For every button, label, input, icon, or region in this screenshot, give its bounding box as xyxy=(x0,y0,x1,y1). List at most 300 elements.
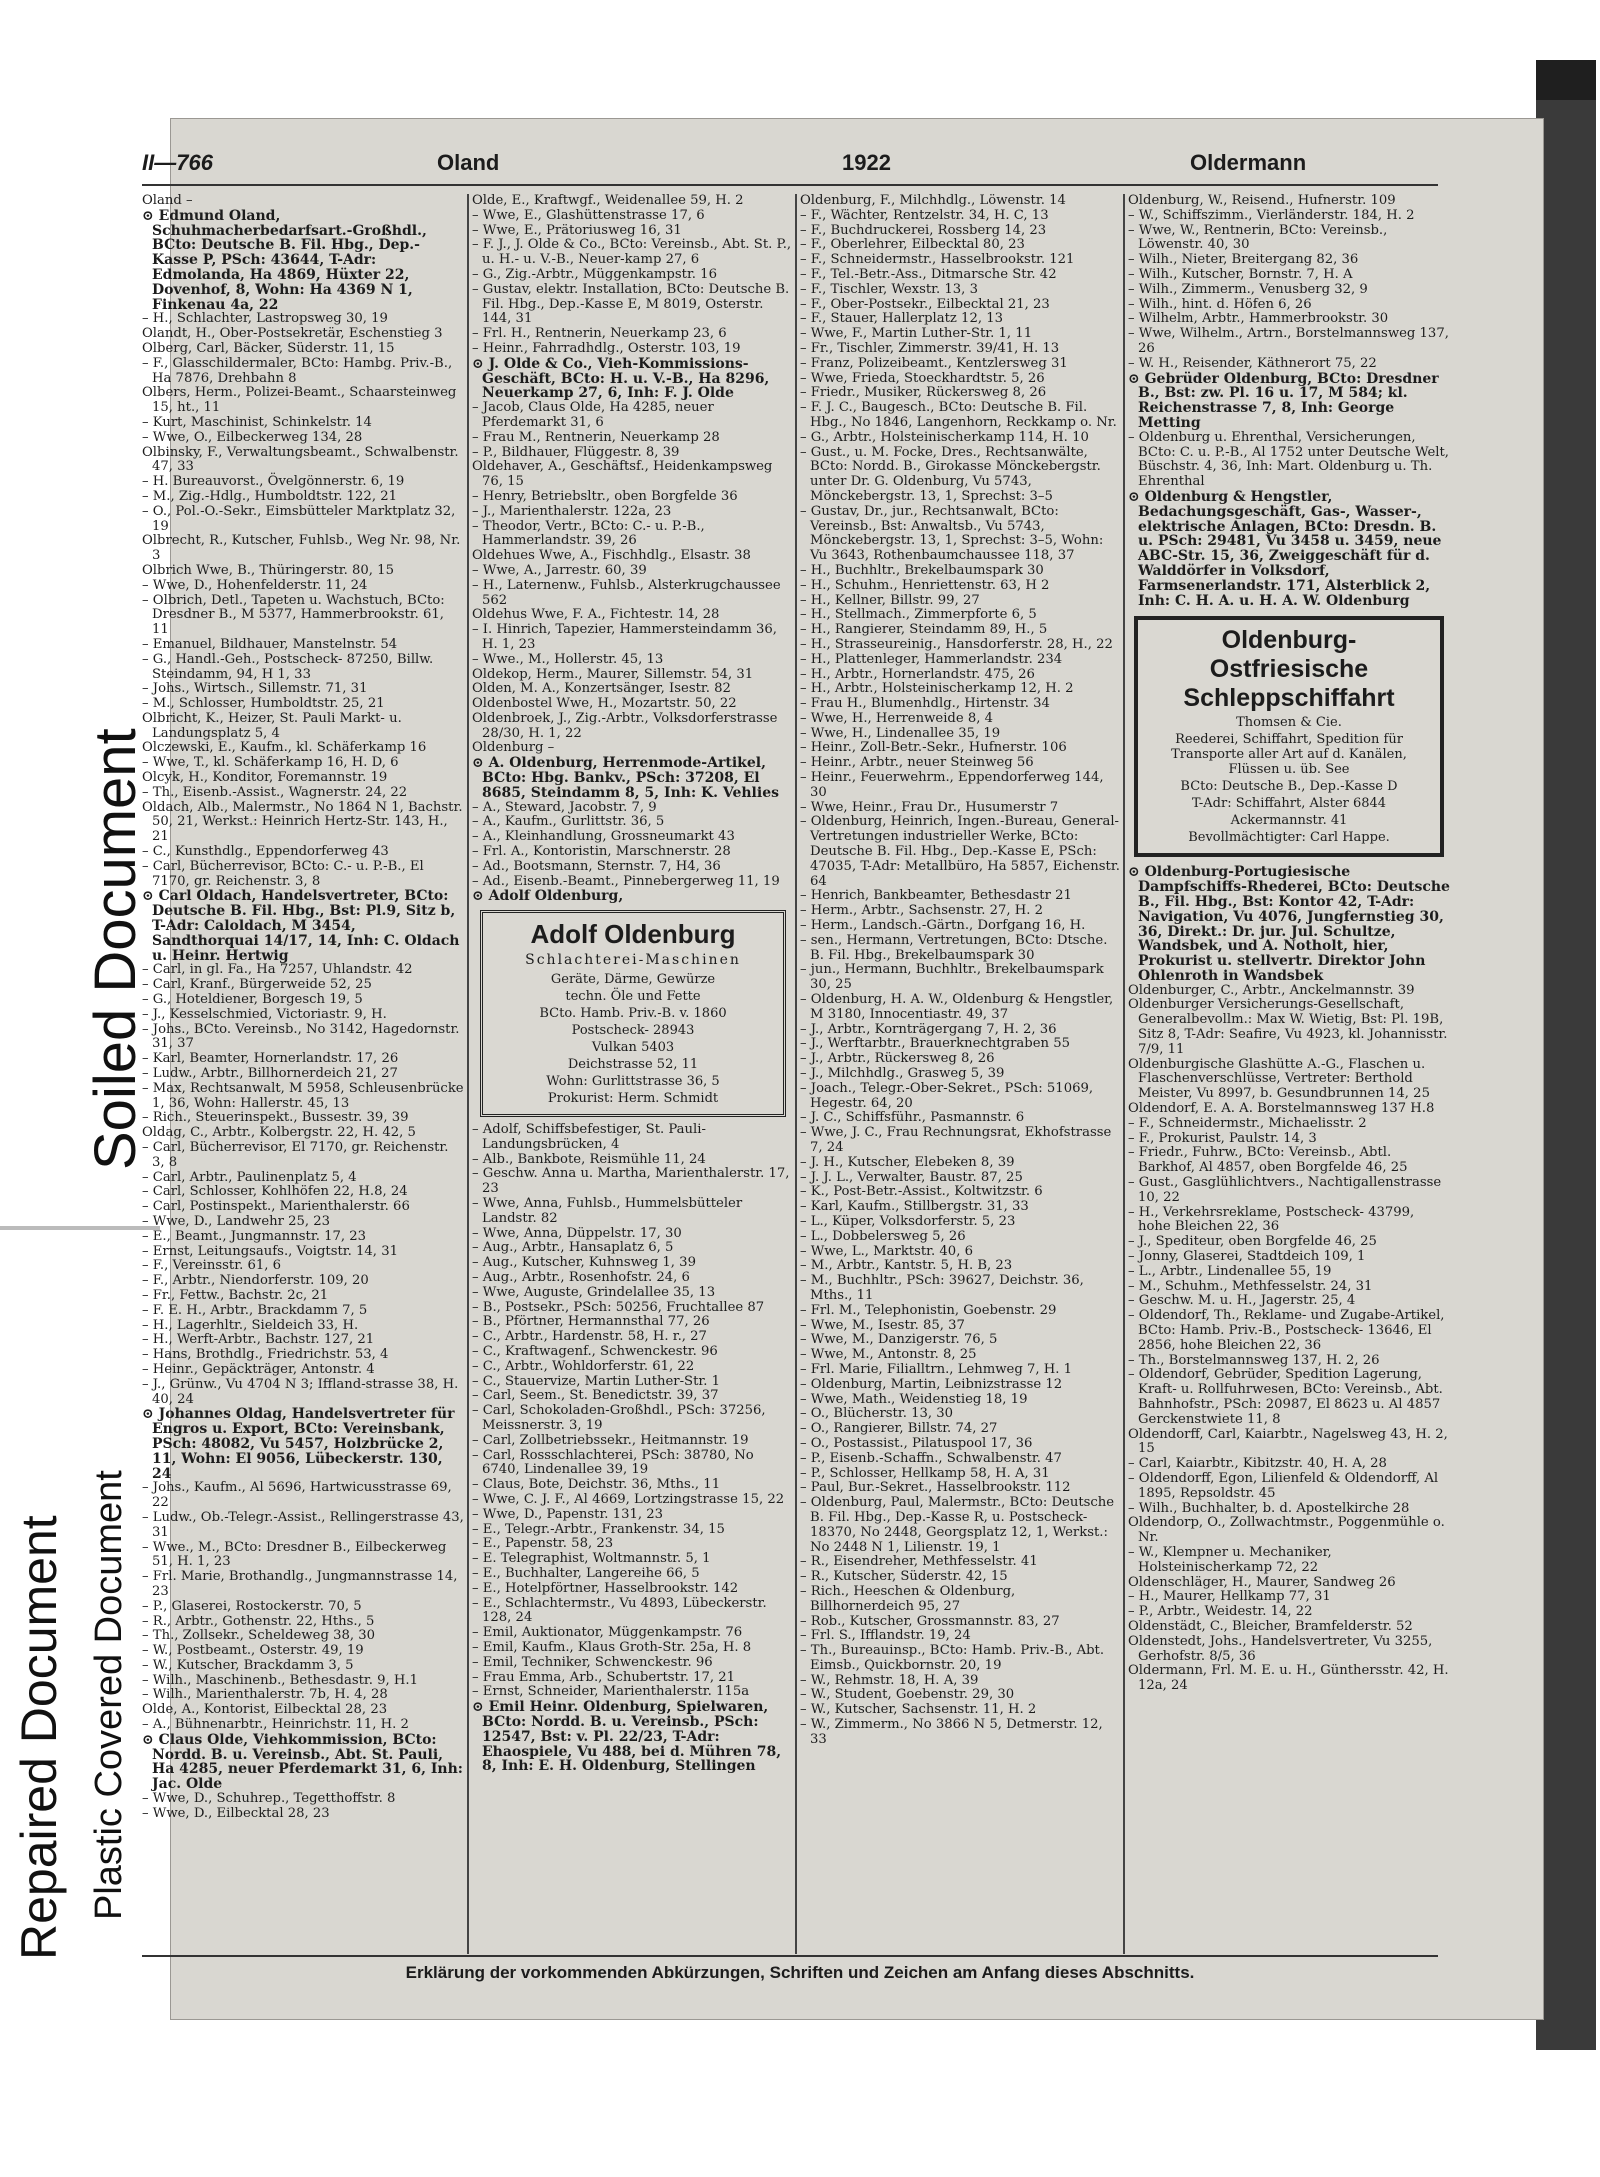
directory-entry: Oldehaver, A., Geschäftsf., Heidenkampsweg 76, 15 xyxy=(472,459,773,490)
directory-entry: – W., Kutscher, Sachsenstr. 11, H. 2 xyxy=(800,1702,1037,1718)
directory-entry: Oldenburger Versicherungs-Gesellschaft, Generalbevollm.: Max W. Wietig, Bst: Pl. 19B, Sitz 8, T-Adr: Seafire, Vu 4923, kl. Johannisstr. 7/9, 11 xyxy=(1128,997,1448,1057)
directory-entry: – J., Arbtr., Kornträgergang 7, H. 2, 36 xyxy=(800,1021,1057,1037)
directory-entry: – C., Kunsthdlg., Eppendorferweg 43 xyxy=(142,844,389,860)
directory-entry: – Claus, Bote, Deichstr. 36, Mths., 11 xyxy=(472,1477,721,1493)
directory-entry: – H., Strasseureinig., Hansdorferstr. 28, H., 22 xyxy=(800,636,1113,652)
ad-lines xyxy=(1144,715,1434,845)
directory-entry: – G., Hoteldiener, Borgesch 19, 5 xyxy=(142,992,363,1008)
directory-entry: – Carl, in gl. Fa., Ha 7257, Uhlandstr. 42 xyxy=(142,962,413,978)
directory-entry: – Wwe, E., Prätoriusweg 16, 31 xyxy=(472,222,682,238)
directory-entry: – Carl, Bücherrevisor, BCto: C.- u. P.-B., El 7170, gr. Reichenstr. 3, 8 xyxy=(142,858,424,889)
directory-entry: – F., Schneidermstr., Michaelisstr. 2 xyxy=(1128,1115,1367,1131)
directory-entry: – F. E. H., Arbtr., Brackdamm 7, 5 xyxy=(142,1302,368,1318)
directory-entry: Olde, E., Kraftwgf., Weidenallee 59, H. 2 xyxy=(472,193,744,208)
directory-entry: – F., Tischler, Wexstr. 13, 3 xyxy=(800,281,978,297)
directory-entry: – Wwe, E., Glashüttenstrasse 17, 6 xyxy=(472,207,705,223)
directory-entry: – E., Buchhalter, Langereihe 66, 5 xyxy=(472,1565,700,1581)
schleppschiffahrt-advertisement xyxy=(1134,616,1444,857)
directory-entry: – Wwe, M., Isestr. 85, 37 xyxy=(800,1317,965,1333)
directory-entry: – K., Post-Betr.-Assist., Koltwitzstr. 6 xyxy=(800,1184,1043,1200)
directory-entry: – sen., Hermann, Vertretungen, BCto: Dtsche. B. Fil. Hbg., Brekelbaumspark 30 xyxy=(800,932,1108,963)
ad-line: Geräte, Därme, Gewürze xyxy=(550,972,716,988)
column-2 xyxy=(472,194,794,1774)
directory-entry: – Oldenburg, H. A. W., Oldenburg & Hengstler, M 3180, Innocentiastr. 49, 37 xyxy=(800,992,1114,1022)
directory-entry: ⊙ Oldenburg & Hengstler, Bedachungsgeschäft, Gas-, Wasser-, elektrische Anlagen, BCto: Dresdn. B. u. PSch: 29481, Vu 3458 u. 3459, neue ABC-Str. 15, 36, Zweiggeschäft für d. Walddörfer in Volksdorf, Farmsenerlandstr. 171, Alsterblick 2, Inh: C. H. A. u. H. A. W. Oldenburg xyxy=(1128,488,1442,609)
directory-entry: Olandt, H., Ober-Postsekretär, Eschenstieg 3 xyxy=(142,326,443,342)
directory-entry: – A., Bühnenarbtr., Heinrichstr. 11, H. 2 xyxy=(142,1717,409,1733)
directory-entry: – Frl. Marie, Brothandlg., Jungmannstrasse 14, 23 xyxy=(142,1569,458,1599)
directory-entry: – Wilh., Zimmerm., Venusberg 32, 9 xyxy=(1128,281,1368,297)
directory-entry: – H., Verkehrsreklame, Postscheck- 43799, hohe Bleichen 22, 36 xyxy=(1128,1204,1415,1235)
directory-entry: – Herm., Arbtr., Sachsenstr. 27, H. 2 xyxy=(800,903,1044,919)
directory-entry: Olczewski, E., Kaufm., kl. Schäferkamp 16 xyxy=(142,740,427,756)
directory-entry: – A., Kaufm., Gurlittstr. 36, 5 xyxy=(472,814,665,830)
directory-entry: ⊙ Gebrüder Oldenburg, BCto: Dresdner B., Bst: zw. Pl. 16 u. 17, M 584; kl. Reichenstrasse 7, 8, Inh: George Metting xyxy=(1128,370,1439,431)
ad-line: BCto: Deutsche B., Dep.-Kasse D xyxy=(1180,779,1398,795)
ad-line: Thomsen & Cie. xyxy=(1236,715,1342,731)
directory-entry: ⊙ Oldenburg-Portugiesische Dampfschiffs-Rhederei, BCto: Deutsche B., Fil. Hbg., Bst: Kontor 42, T-Adr: Navigation, Vu 4076, Jungfernstieg 30, 36, Direkt.: Dr. jur. Jul. Schultze, Wandsbek, und A. Notholt, hier, Prokurist u. stellvertr. Direktor John Ohlenroth in Wandsbek xyxy=(1128,864,1450,984)
directory-entry: Oldenburg, W., Reisend., Hufnerstr. 109 xyxy=(1128,193,1396,208)
column-4-entries-after xyxy=(1128,865,1450,1694)
directory-entry: – F., Arbtr., Niendorferstr. 109, 20 xyxy=(142,1273,369,1289)
directory-entry: – O., Pol.-O.-Sekr., Eimsbütteler Marktplatz 32, 19 xyxy=(142,503,456,534)
directory-entry: – H., Laternenw., Fuhlsb., Alsterkrugchaussee 562 xyxy=(472,577,781,608)
directory-entry: – Rich., Heeschen & Oldenburg, Billhornerdeich 95, 27 xyxy=(800,1583,1016,1614)
directory-entry: – B., Pförtner, Hermannsthal 77, 26 xyxy=(472,1314,710,1330)
directory-entry: – Wwe, H., Herrenweide 8, 4 xyxy=(800,710,994,726)
directory-entry: Oldehues Wwe, A., Fischhdlg., Elsastr. 38 xyxy=(472,548,751,564)
directory-entry: Olberg, Carl, Bäcker, Süderstr. 11, 15 xyxy=(142,340,395,356)
directory-entry: Olbers, Herm., Polizei-Beamt., Schaarsteinweg 15, ht., 11 xyxy=(142,385,457,416)
directory-entry: – Th., Bureauinsp., BCto: Hamb. Priv.-B., Abt. Eimsb., Quickbornstr. 20, 19 xyxy=(800,1643,1105,1673)
side-labels xyxy=(0,0,160,2177)
directory-entry: Olbrecht, R., Kutscher, Fuhlsb., Weg Nr. 98, Nr. 3 xyxy=(142,533,461,564)
directory-entry: – Ad., Eisenb.-Beamt., Pinnebergerweg 11, 19 xyxy=(472,873,780,889)
directory-entry: – M., Schlosser, Humboldtstr. 25, 21 xyxy=(142,696,385,712)
directory-entry: Olde, A., Kontorist, Eilbecktal 28, 23 xyxy=(142,1702,388,1718)
directory-entry: – E., Hotelpförtner, Hasselbrookstr. 142 xyxy=(472,1580,739,1596)
directory-entry: ⊙ J. Olde & Co., Vieh-Kommissions-Geschäft, BCto: H. u. V.-B., Ha 8296, Neuerkamp 27, 6, Inh: F. J. Olde xyxy=(472,355,770,402)
directory-entry: – O., Blücherstr. 13, 30 xyxy=(800,1406,954,1422)
directory-entry: – Paul, Bur.-Sekret., Hasselbrookstr. 112 xyxy=(800,1480,1071,1496)
directory-entry: – F., Prokurist, Paulstr. 14, 3 xyxy=(1128,1130,1317,1146)
directory-entry: – J. H., Kutscher, Elebeken 8, 39 xyxy=(800,1154,1015,1170)
ad-line: Bevollmächtigter: Carl Happe. xyxy=(1188,830,1390,846)
directory-entry: – W., Postbeamt., Osterstr. 49, 19 xyxy=(142,1643,364,1659)
directory-entry: – Oldendorf, Th., Reklame- und Zugabe-Artikel, BCto: Hamb. Priv.-B., Postscheck- 13646, El 2856, hohe Bleichen 22, 36 xyxy=(1128,1308,1445,1353)
directory-entry: – Wwe, Math., Weidenstieg 18, 19 xyxy=(800,1391,1028,1407)
header-first-name: Oland xyxy=(437,150,500,175)
directory-entry: – F. J. C., Baugesch., BCto: Deutsche B. Fil. Hbg., No 1846, Langenhorn, Reckkamp o. Nr. xyxy=(800,400,1117,430)
column-2-entries xyxy=(472,194,794,904)
directory-entry: – Carl, Kaiarbtr., Kibitzstr. 40, H. A, 28 xyxy=(1128,1456,1387,1472)
directory-entry: – J. C., Schiffsführ., Pasmannstr. 6 xyxy=(800,1110,1025,1126)
directory-entry: – Rob., Kutscher, Grossmannstr. 83, 27 xyxy=(800,1613,1060,1629)
directory-entry: – Oldendorf, Gebrüder, Spedition Lagerung, Kraft- u. Rollfuhrwesen, BCto: Vereinsb., Abt. Bahnhofstr., PSch: 20987, El 8623 u. Al 4857 Gerckenstwiete 11, 8 xyxy=(1128,1367,1443,1427)
directory-entry: – Oldenburg, Martin, Leibnizstrasse 12 xyxy=(800,1376,1063,1392)
directory-entry: – Herm., Landsch.-Gärtn., Dorfgang 16, H. xyxy=(800,918,1086,934)
directory-entry: – Wilh., hint. d. Höfen 6, 26 xyxy=(1128,296,1312,312)
directory-entry: – Wwe, D., Schuhrep., Tegetthoffstr. 8 xyxy=(142,1791,396,1807)
column-4-entries xyxy=(1128,194,1450,608)
directory-entry: – Johs., Kaufm., Al 5696, Hartwicusstrasse 69, 22 xyxy=(142,1480,452,1511)
directory-entry: – W., Kutscher, Brackdamm 3, 5 xyxy=(142,1657,354,1673)
directory-entry: – Emil, Techniker, Schwenckestr. 96 xyxy=(472,1654,713,1670)
directory-entry: – Gust., u. M. Focke, Dres., Rechtsanwälte, BCto: Nordd. B., Girokasse Mönckebergstr. unter Dr. G. Oldenburg, Vu 5743, Mönckebergstr. 13, 1, Sprechst: 3–5 xyxy=(800,444,1101,504)
directory-entry: – P., Glaserei, Rostockerstr. 70, 5 xyxy=(142,1598,362,1614)
directory-entry: – Gustav, elektr. Installation, BCto: Deutsche B. Fil. Hbg., Dep.-Kasse E, M 8019, Osterstr. 144, 31 xyxy=(472,281,790,327)
directory-entry: – P., Eisenb.-Schaffn., Schwalbenstr. 47 xyxy=(800,1450,1062,1466)
directory-entry: – H., Lagerhltr., Sieldeich 33, H. xyxy=(142,1317,359,1333)
directory-entry: – Heinr., Fahrradhdlg., Osterstr. 103, 19 xyxy=(472,340,741,356)
directory-entry: – Carl, Schlosser, Kohlhöfen 22, H.8, 24 xyxy=(142,1184,408,1200)
directory-entry: – G., Zig.-Arbtr., Müggenkampstr. 16 xyxy=(472,266,717,282)
directory-entry: Oldenburgische Glashütte A.-G., Flaschen u. Flaschenverschlüsse, Vertreter: Berthold Meister, Vu 8997, b. Gesundbrunnen 14, 25 xyxy=(1128,1056,1430,1102)
directory-entry: – Emanuel, Bildhauer, Manstelnstr. 54 xyxy=(142,636,398,652)
directory-entry: – W., Zimmerm., No 3866 N 5, Detmerstr. 12, 33 xyxy=(800,1717,1103,1747)
directory-entry: Oldenstedt, Johs., Handelsvertreter, Vu 3255, Gerhofstr. 8/5, 36 xyxy=(1128,1633,1433,1664)
soiled-document-label: Soiled Document xyxy=(83,728,148,1170)
directory-entry: – Frl. H., Rentnerin, Neuerkamp 23, 6 xyxy=(472,326,727,342)
directory-entry: – Jacob, Claus Olde, Ha 4285, neuer Pferdemarkt 31, 6 xyxy=(472,400,714,430)
ad-line: Reederei, Schiffahrt, Spedition für Transporte aller Art auf d. Kanälen, Flüssen u. üb. See xyxy=(1171,732,1407,778)
header-rule xyxy=(142,184,1438,186)
directory-entry: – Henry, Betriebsltr., oben Borgfelde 36 xyxy=(472,488,738,504)
directory-entry: – Carl, Zollbetriebssekr., Heitmannstr. 19 xyxy=(472,1432,749,1448)
directory-entry: – Friedr., Musiker, Rückersweg 8, 26 xyxy=(800,385,1047,401)
directory-entry: – Wilh., Maschinenb., Bethesdastr. 9, H.1 xyxy=(142,1672,418,1688)
ad-line: Wohn: Gurlittstrasse 36, 5 xyxy=(546,1074,720,1090)
directory-entry: – H., Stellmach., Zimmerpforte 6, 5 xyxy=(800,607,1037,623)
directory-entry: – Emil, Auktionator, Müggenkampstr. 76 xyxy=(472,1625,743,1641)
directory-entry: ⊙ Carl Oldach, Handelsvertreter, BCto: Deutsche B. Fil. Hbg., Bst: Pl.9, Sitz b, T-Adr: Caloldach, M 3454, Sandthorquai 14/17, 14, Inh: C. Oldach u. Heinr. Hertwig xyxy=(142,888,460,964)
directory-entry: Oldermann, Frl. M. E. u. H., Günthersstr. 42, H. 12a, 24 xyxy=(1128,1663,1449,1694)
directory-entry: – Frl. S., Ifflandstr. 19, 24 xyxy=(800,1628,971,1644)
directory-entry: – Wwe, Heinr., Frau Dr., Husumerstr 7 xyxy=(800,799,1059,815)
directory-entry: – Wilh., Buchhalter, b. d. Apostelkirche 28 xyxy=(1128,1500,1410,1516)
directory-entry: – Carl, Postinspekt., Marienthalerstr. 66 xyxy=(142,1199,410,1215)
directory-entry: – G., Arbtr., Holsteinischerkamp 114, H. 10 xyxy=(800,429,1089,445)
directory-entry: – Carl, Bücherrevisor, El 7170, gr. Reichenstr. 3, 8 xyxy=(142,1140,449,1170)
ad-title: Adolf Oldenburg xyxy=(530,919,736,950)
directory-entry: – Franz, Polizeibeamt., Kentzlersweg 31 xyxy=(800,355,1068,371)
directory-entry: – A., Steward, Jacobstr. 7, 9 xyxy=(472,799,657,815)
column-4 xyxy=(1128,194,1450,1694)
directory-entry: – I. Hinrich, Tapezier, Hammersteindamm 36, H. 1, 23 xyxy=(472,622,778,652)
directory-entry: – B., Postsekr., PSch: 50256, Fruchtallee 87 xyxy=(472,1299,765,1315)
directory-entry: – H., Plattenleger, Hammerlandstr. 234 xyxy=(800,651,1063,667)
directory-entry: – Joach., Telegr.-Ober-Sekret., PSch: 51069, Hegestr. 64, 20 xyxy=(800,1080,1094,1111)
directory-entry: – F., Tel.-Betr.-Ass., Ditmarsche Str. 42 xyxy=(800,266,1057,282)
directory-entry: – E., Telegr.-Arbtr., Frankenstr. 34, 15 xyxy=(472,1521,725,1537)
directory-entry: Oldenstädt, C., Bleicher, Bramfelderstr. 52 xyxy=(1128,1618,1413,1634)
page-header xyxy=(142,150,1442,180)
ad-line: Deichstrasse 52, 11 xyxy=(567,1057,699,1073)
directory-entry: – J., Marienthalerstr. 122a, 23 xyxy=(472,503,672,519)
directory-entry: – Heinr., Arbtr., neuer Steinweg 56 xyxy=(800,755,1034,771)
directory-entry: – C., Arbtr., Hardenstr. 58, H. r., 27 xyxy=(472,1329,707,1345)
directory-entry: – L., Dobbelersweg 5, 26 xyxy=(800,1228,966,1244)
directory-entry: – Wwe., M., Hollerstr. 45, 13 xyxy=(472,651,664,667)
directory-entry: – Heinr., Zoll-Betr.-Sekr., Hufnerstr. 106 xyxy=(800,740,1067,756)
directory-entry: – H., Kellner, Billstr. 99, 27 xyxy=(800,592,980,608)
directory-entry: – Wwe, D., Landwehr 25, 23 xyxy=(142,1213,331,1229)
ad-line: techn. Öle und Fette xyxy=(565,989,701,1005)
ad-line: Prokurist: Herm. Schmidt xyxy=(547,1091,719,1107)
directory-entry: ⊙ Adolf Oldenburg, xyxy=(472,888,624,905)
ad-title: Oldenburg-Ostfriesische Schleppschiffahrt xyxy=(1183,626,1395,713)
directory-entry: – H., Rangierer, Steindamm 89, H., 5 xyxy=(800,622,1048,638)
page-number: II—766 xyxy=(142,150,213,175)
directory-entry: – Wilhelm, Arbtr., Hammerbrookstr. 30 xyxy=(1128,311,1389,327)
directory-entry: – Wwe, D., Hohenfelderstr. 11, 24 xyxy=(142,577,368,593)
directory-entry: – Oldenburg, Heinrich, Ingen.-Bureau, General-Vertretungen industrieller Werke, BCto: Deutsche B. Fil. Hbg., Dep.-Kasse E, PSch: 47035, T-Adr: Metallbüro, Ha 5857, Eichenstr. 64 xyxy=(800,814,1120,889)
directory-entry: – P., Arbtr., Weidestr. 14, 22 xyxy=(1128,1604,1313,1620)
ad-line: T-Adr: Schiffahrt, Alster 6844 xyxy=(1191,796,1387,812)
directory-entry: – J., Grünw., Vu 4704 N 3; Iffland-strasse 38, H. 40, 24 xyxy=(142,1376,459,1407)
directory-entry: – W., Rehmstr. 18, H. A, 39 xyxy=(800,1672,979,1688)
directory-entry: – Wilh., Marienthalerstr. 7b, H. 4, 28 xyxy=(142,1687,388,1703)
directory-entry: – C., Arbtr., Wohldorferstr. 61, 22 xyxy=(472,1358,695,1374)
directory-entry: – H. Bureauvorst., Övelgönnerstr. 6, 19 xyxy=(142,474,405,490)
directory-entry: Oldekop, Herm., Maurer, Sillemstr. 54, 31 xyxy=(472,666,754,682)
directory-entry: – Wwe, W., Rentnerin, BCto: Vereinsb., Löwenstr. 40, 30 xyxy=(1128,222,1388,253)
directory-entry: Oldendorf, E. A. A. Borstelmannsweg 137 H.8 xyxy=(1128,1101,1435,1117)
directory-entry: – Gust., Gasglühlichtvers., Nachtigallenstrasse 10, 22 xyxy=(1128,1175,1442,1205)
directory-entry: – Oldenburg u. Ehrenthal, Versicherungen, BCto: C. u. P.-B., Al 1752 unter Deutsche Welt, Büschstr. 4, 36, Inh: Mart. Oldenburg u. Th. Ehrenthal xyxy=(1128,429,1449,490)
column-2-entries-after xyxy=(472,1123,794,1774)
directory-entry: – Johs., BCto. Vereinsb., No 3142, Hagedornstr. 31, 37 xyxy=(142,1021,460,1052)
directory-entry: – F., Schneidermstr., Hasselbrookstr. 121 xyxy=(800,252,1075,268)
directory-entry: – E. Telegraphist, Woltmannstr. 5, 1 xyxy=(472,1551,711,1567)
directory-entry: – Karl, Beamter, Hornerlandstr. 17, 26 xyxy=(142,1051,399,1067)
directory-entry: – F., Buchdruckerei, Rossberg 14, 23 xyxy=(800,222,1047,238)
directory-entry: Oldehus Wwe, F. A., Fichtestr. 14, 28 xyxy=(472,607,720,623)
directory-entry: – Ad., Bootsmann, Sternstr. 7, H4, 36 xyxy=(472,858,721,874)
directory-entry: – F., Wächter, Rentzelstr. 34, H. C, 13 xyxy=(800,207,1049,223)
directory-entry: – H., Maurer, Hellkamp 77, 31 xyxy=(1128,1589,1331,1605)
directory-entry: – Wwe, Wilhelm., Artrn., Borstelmannsweg 137, 26 xyxy=(1128,326,1449,356)
directory-entry: – M., Arbtr., Kantstr. 5, H. B, 23 xyxy=(800,1258,1013,1274)
repaired-document-label: Repaired Document xyxy=(11,1515,67,1960)
directory-entry: – Carl, Rossschlachterei, PSch: 38780, No 6740, Lindenallee 39, 19 xyxy=(472,1447,754,1478)
directory-entry: – H., Schuhm., Henriettenstr. 63, H 2 xyxy=(800,577,1050,593)
directory-entry: Olden, M. A., Konzertsänger, Isestr. 82 xyxy=(472,681,731,697)
directory-entry: – Wwe, C. J. F., Al 4669, Lortzingstrasse 15, 22 xyxy=(472,1491,785,1507)
directory-entry: – C., Stauervize, Martin Luther-Str. 1 xyxy=(472,1373,721,1389)
directory-entry: – L., Arbtr., Lindenallee 55, 19 xyxy=(1128,1263,1332,1279)
directory-entry: – Alb., Bankbote, Reismühle 11, 24 xyxy=(472,1151,706,1167)
directory-entry: – J., Kesselschmied, Victoriastr. 9, H. xyxy=(142,1006,387,1022)
ad-lines xyxy=(491,972,775,1106)
directory-entry: – Adolf, Schiffsbefestiger, St. Pauli-Landungsbrücken, 4 xyxy=(472,1122,706,1152)
column-3 xyxy=(800,194,1122,1748)
directory-entry: – Ernst, Leitungsaufs., Voigtstr. 14, 31 xyxy=(142,1243,398,1259)
directory-entry: – E., Schlachtermstr., Vu 4893, Lübeckerstr. 128, 24 xyxy=(472,1595,767,1626)
directory-entry: – Wwe, T., kl. Schäferkamp 16, H. D, 6 xyxy=(142,755,399,771)
directory-entry: Oldenburger, C., Arbtr., Anckelmannstr. 39 xyxy=(1128,982,1415,998)
directory-entry: – C., Kraftwagenf., Schwenckestr. 96 xyxy=(472,1344,718,1359)
directory-entry: ⊙ Edmund Oland, Schuhmacherbedarfsart.-Großhdl., BCto: Deutsche B. Fil. Hbg., Dep.-Kasse P, PSch: 43644, T-Adr: Edmolanda, Ha 4869, Hüxter 22, Dovenhof, 8, Wohn: Ha 4369 N 1, Finkenau 4a, 22 xyxy=(142,207,427,313)
directory-entry: – J., Spediteur, oben Borgfelde 46, 25 xyxy=(1128,1234,1377,1250)
directory-entry: – Wwe, D., Eilbecktal 28, 23 xyxy=(142,1805,330,1821)
directory-entry: – Frl. M., Telephonistin, Goebenstr. 29 xyxy=(800,1302,1057,1318)
directory-entry: – Geschw. M. u. H., Jagerstr. 25, 4 xyxy=(1128,1293,1356,1309)
directory-entry: – Fr., Tischler, Zimmerstr. 39/41, H. 13 xyxy=(800,340,1060,356)
directory-entry: – F., Stauer, Hallerplatz 12, 13 xyxy=(800,311,1003,327)
directory-entry: Olbinsky, F., Verwaltungsbeamt., Schwalbenstr. 47, 33 xyxy=(142,444,459,475)
directory-entry: – Wwe, Anna, Fuhlsb., Hummelsbütteler Landstr. 82 xyxy=(472,1196,743,1226)
directory-entry: – Olbrich, Detl., Tapeten u. Wachstuch, BCto: Dresdner B., M 5377, Hammerbrookstr. 61, 11 xyxy=(142,592,445,638)
directory-entry: Oland – xyxy=(142,193,193,208)
directory-entry: Oldenbroek, J., Zig.-Arbtr., Volksdorferstrasse 28/30, H. 1, 22 xyxy=(472,710,778,741)
directory-entry: – Ernst, Schneider, Marienthalerstr. 115a xyxy=(472,1684,750,1700)
directory-entry: – L., Küper, Volksdorferstr. 5, 23 xyxy=(800,1213,1016,1229)
directory-entry: – P., Schlosser, Hellkamp 58, H. A, 31 xyxy=(800,1465,1050,1481)
directory-entry: Oldag, C., Arbtr., Kolbergstr. 22, H. 42, 5 xyxy=(142,1125,416,1141)
directory-entry: – Oldenburg, Paul, Malermstr., BCto: Deutsche B. Fil. Hbg., Dep.-Kasse R, u. Postscheck- 18370, No 2448, Georgsplatz 12, 1, Werkst.: No 2448 N 1, Lilienstr. 19, 1 xyxy=(800,1495,1115,1555)
directory-entry: – R., Arbtr., Gothenstr. 22, Hths., 5 xyxy=(142,1613,375,1629)
header-year: 1922 xyxy=(842,150,891,175)
column-divider xyxy=(467,194,469,1954)
directory-entry: – J., Milchhdlg., Grasweg 5, 39 xyxy=(800,1066,1005,1082)
divider-strip xyxy=(0,1226,160,1230)
directory-entry: Oldenburg, F., Milchhdlg., Löwenstr. 14 xyxy=(800,193,1066,208)
directory-entry: Oldenschläger, H., Maurer, Sandweg 26 xyxy=(1128,1574,1396,1590)
directory-entry: Olbrich Wwe, B., Thüringerstr. 80, 15 xyxy=(142,562,394,578)
directory-entry: Olcyk, H., Konditor, Foremannstr. 19 xyxy=(142,770,388,786)
directory-entry: – Frau M., Rentnerin, Neuerkamp 28 xyxy=(472,429,720,445)
directory-entry: – R., Eisendreher, Methfesselstr. 41 xyxy=(800,1554,1038,1570)
footer-rule xyxy=(142,1955,1438,1957)
directory-entry: – Rich., Steuerinspekt., Bussestr. 39, 39 xyxy=(142,1110,409,1126)
directory-entry: – Oldendorff, Egon, Lilienfeld & Oldendorff, Al 1895, Repsoldstr. 45 xyxy=(1128,1470,1439,1501)
directory-entry: – J., Arbtr., Rückersweg 8, 26 xyxy=(800,1051,995,1067)
directory-entry: Olbricht, K., Heizer, St. Pauli Markt- u. Landungsplatz 5, 4 xyxy=(142,710,402,741)
directory-entry: – Aug., Arbtr., Hansaplatz 6, 5 xyxy=(472,1240,674,1256)
directory-entry: – Frl. Marie, Filialltrn., Lehmweg 7, H. 1 xyxy=(800,1361,1073,1377)
directory-entry: – Wwe, O., Eilbeckerweg 134, 28 xyxy=(142,429,363,445)
directory-entry: – O., Postassist., Pilatuspool 17, 36 xyxy=(800,1435,1033,1451)
directory-entry: Oldenburg – xyxy=(472,740,555,756)
directory-entry: – H., Arbtr., Hornerlandstr. 475, 26 xyxy=(800,666,1035,682)
directory-entry: – P., Bildhauer, Flüggestr. 8, 39 xyxy=(472,444,680,460)
directory-entry: – Ludw., Ob.-Telegr.-Assist., Rellingerstrasse 43, 31 xyxy=(142,1509,464,1540)
directory-entry: – M., Schuhm., Methfesselstr. 24, 31 xyxy=(1128,1278,1373,1294)
directory-entry: – Wwe, F., Martin Luther-Str. 1, 11 xyxy=(800,326,1033,342)
ad-line: Ackermannstr. 41 xyxy=(1230,813,1348,829)
directory-entry: Oldach, Alb., Malermstr., No 1864 N 1, Bachstr. 50, 21, Werkst.: Heinrich Hertz-Str. 143, H., 21 xyxy=(142,799,463,845)
plastic-covered-label: Plastic Covered Document xyxy=(88,1470,130,1920)
directory-entry: ⊙ Johannes Oldag, Handelsvertreter für Engros u. Export, BCto: Vereinsbank, PSch: 48082, Vu 5457, Holzbrücke 2, 11, Wohn: El 9056, Lübeckerstr. 130, 24 xyxy=(142,1406,455,1482)
directory-entry: – Carl, Seem., St. Benedictstr. 39, 37 xyxy=(472,1388,719,1404)
directory-entry: – jun., Hermann, Buchhltr., Brekelbaumspark 30, 25 xyxy=(800,962,1104,993)
ad-line: Postscheck- 28943 xyxy=(571,1023,695,1039)
directory-entry: – Karl, Kaufm., Stillbergstr. 31, 33 xyxy=(800,1199,1029,1215)
directory-entry: – Wwe, Frieda, Stoeckhardtstr. 5, 26 xyxy=(800,370,1045,386)
column-divider xyxy=(1123,194,1125,1954)
header-last-name: Oldermann xyxy=(1190,150,1307,175)
directory-entry: – G., Handl.-Geh., Postscheck- 87250, Billw. Steindamm, 94, H 1, 33 xyxy=(142,651,434,682)
directory-entry: – Friedr., Fuhrw., BCto: Vereinsb., Abtl. Barkhof, Al 4857, oben Borgfelde 46, 25 xyxy=(1128,1145,1408,1176)
directory-entry: – W., Klempner u. Mechaniker, Holsteinischerkamp 72, 22 xyxy=(1128,1544,1332,1575)
directory-entry: – Gustav, Dr., jur., Rechtsanwalt, BCto: Vereinsb., Bst: Anwaltsb., Vu 5743, Mönckebergstr. 13, 1, Sprechst: 3–5, Wohn: Vu 3643, Rothenbaumchaussee 118, 37 xyxy=(800,503,1104,564)
directory-entry: – Emil, Kaufm., Klaus Groth-Str. 25a, H. 8 xyxy=(472,1639,752,1655)
directory-entry: – Th., Zollsekr., Scheldeweg 38, 30 xyxy=(142,1628,376,1644)
directory-entry: – Hans, Brothdlg., Friedrichstr. 53, 4 xyxy=(142,1347,389,1363)
directory-entry: – F., Ober-Postsekr., Eilbecktal 21, 23 xyxy=(800,296,1050,312)
directory-entry: – Johs., Wirtsch., Sillemstr. 71, 31 xyxy=(142,681,368,697)
directory-entry: Oldendorp, O., Zollwachtmstr., Poggenmühle o. Nr. xyxy=(1128,1515,1445,1546)
directory-entry: – Frau H., Blumenhdlg., Hirtenstr. 34 xyxy=(800,696,1050,712)
directory-entry: – Wwe, H., Lindenallee 35, 19 xyxy=(800,725,1001,741)
directory-entry: – Jonny, Glaserei, Stadtdeich 109, 1 xyxy=(1128,1249,1366,1265)
directory-entry: – E., Papenstr. 58, 23 xyxy=(472,1536,614,1552)
directory-entry: – J., Werftarbtr., Brauerknechtgraben 55 xyxy=(800,1036,1070,1052)
directory-entry: Oldenbostel Wwe, H., Mozartstr. 50, 22 xyxy=(472,696,737,712)
directory-entry: – Wilh., Kutscher, Bornstr. 7, H. A xyxy=(1128,266,1353,282)
directory-entry: – O., Rangierer, Billstr. 74, 27 xyxy=(800,1421,998,1437)
directory-entry: ⊙ A. Oldenburg, Herrenmode-Artikel, BCto: Hbg. Bankv., PSch: 37208, El 8685, Steindamm 8, 5, Inh: K. Vehlies xyxy=(472,755,779,801)
directory-entry: – Henrich, Bankbeamter, Bethesdastr 21 xyxy=(800,888,1072,904)
directory-entry: – Wwe, M., Danzigerstr. 76, 5 xyxy=(800,1332,998,1348)
directory-entry: ⊙ Claus Olde, Viehkommission, BCto: Nordd. B. u. Vereinsb., Abt. St. Pauli, Ha 4285, neuer Pferdemarkt 31, 6, Inh: Jac. Olde xyxy=(142,1731,463,1793)
directory-entry: – M., Buchhltr., PSch: 39627, Deichstr. 36, Mths., 11 xyxy=(800,1273,1084,1303)
directory-entry: – Wilh., Nieter, Breitergang 82, 36 xyxy=(1128,252,1359,268)
directory-entry: – Wwe., M., BCto: Dresdner B., Eilbeckerweg 51, H. 1, 23 xyxy=(142,1539,447,1570)
directory-entry: – H., Buchhltr., Brekelbaumspark 30 xyxy=(800,562,1044,578)
directory-entry: – F., Vereinsstr. 61, 6 xyxy=(142,1258,282,1274)
directory-entry: – F. J., J. Olde & Co., BCto: Vereinsb., Abt. St. P., u. H.- u. V.-B., Neuer-kamp 27, 6 xyxy=(472,237,792,268)
directory-entry: Oldendorff, Carl, Kaiarbtr., Nagelsweg 43, H. 2, 15 xyxy=(1128,1426,1448,1457)
directory-entry: – Wwe, D., Papenstr. 131, 23 xyxy=(472,1506,664,1522)
directory-entry: – E., Beamt., Jungmannstr. 17, 23 xyxy=(142,1228,367,1244)
directory-entry: – Fr., Fettw., Bachstr. 2c, 21 xyxy=(142,1287,329,1303)
directory-entry: – Wwe, J. C., Frau Rechnungsrat, Ekhofstrasse 7, 24 xyxy=(800,1125,1112,1155)
directory-entry: – Carl, Arbtr., Paulinenplatz 5, 4 xyxy=(142,1169,357,1185)
directory-entry: ⊙ Emil Heinr. Oldenburg, Spielwaren, BCto: Nordd. B. u. Vereinsb., PSch: 12547, Bst: v. Pl. 22/23, T-Adr: Ehaospiele, Vu 488, bei d. Mühren 78, 8, Inh: E. H. Oldenburg, Stellingen xyxy=(472,1699,782,1775)
directory-entry: – Wwe, M., Antonstr. 8, 25 xyxy=(800,1347,977,1363)
ad-line: Vulkan 5403 xyxy=(591,1040,675,1056)
column-1 xyxy=(142,194,464,1822)
directory-entry: – W., Student, Goebenstr. 29, 30 xyxy=(800,1687,1015,1703)
directory-entry: – Kurt, Maschinist, Schinkelstr. 14 xyxy=(142,414,372,430)
directory-entry: – Wwe, Auguste, Grindelallee 35, 13 xyxy=(472,1284,716,1300)
ad-subtitle: Schlachterei-Maschinen xyxy=(525,952,741,969)
directory-entry: – M., Zig.-Hdlg., Humboldtstr. 122, 21 xyxy=(142,488,397,504)
directory-entry: – Ludw., Arbtr., Billhornerdeich 21, 27 xyxy=(142,1066,398,1082)
directory-entry: – Wwe, A., Jarrestr. 60, 39 xyxy=(472,562,647,578)
directory-entry: – Th., Eisenb.-Assist., Wagnerstr. 24, 22 xyxy=(142,784,408,800)
ad-line: BCto. Hamb. Priv.-B. v. 1860 xyxy=(539,1006,727,1022)
directory-entry: – J. J. L., Verwalter, Baustr. 87, 25 xyxy=(800,1169,1023,1185)
directory-entry: – Carl, Schokoladen-Großhdl., PSch: 37256, Meissnerstr. 3, 19 xyxy=(472,1403,766,1433)
directory-entry: – H., Werft-Arbtr., Bachstr. 127, 21 xyxy=(142,1332,375,1348)
directory-entry: – Theodor, Vertr., BCto: C.- u. P.-B., Hammerlandstr. 39, 26 xyxy=(472,518,705,549)
scan-dark-edge xyxy=(1536,60,1596,2050)
directory-entry: – Aug., Arbtr., Rosenhofstr. 24, 6 xyxy=(472,1270,690,1286)
directory-entry: – W. H., Reisender, Käthnerort 75, 22 xyxy=(1128,355,1377,371)
directory-entry: – R., Kutscher, Süderstr. 42, 15 xyxy=(800,1569,1008,1585)
directory-entry: – Max, Rechtsanwalt, M 5958, Schleusenbrücke 1, 36, Wohn: Hallerstr. 45, 13 xyxy=(142,1080,464,1111)
directory-entry: – Frl. A., Kontoristin, Marschnerstr. 28 xyxy=(472,844,731,860)
directory-entry: – Th., Borstelmannsweg 137, H. 2, 26 xyxy=(1128,1352,1380,1368)
directory-entry: – F., Glasschildermaler, BCto: Hambg. Priv.-B., Ha 7876, Drehbahn 8 xyxy=(142,355,453,386)
directory-entry: – Geschw. Anna u. Martha, Marienthalerstr. 17, 23 xyxy=(472,1166,790,1197)
directory-entry: – F., Oberlehrer, Eilbecktal 80, 23 xyxy=(800,237,1025,253)
directory-entry: – W., Schiffszimm., Vierländerstr. 184, H. 2 xyxy=(1128,207,1415,223)
directory-entry: – A., Kleinhandlung, Grossneumarkt 43 xyxy=(472,829,735,845)
